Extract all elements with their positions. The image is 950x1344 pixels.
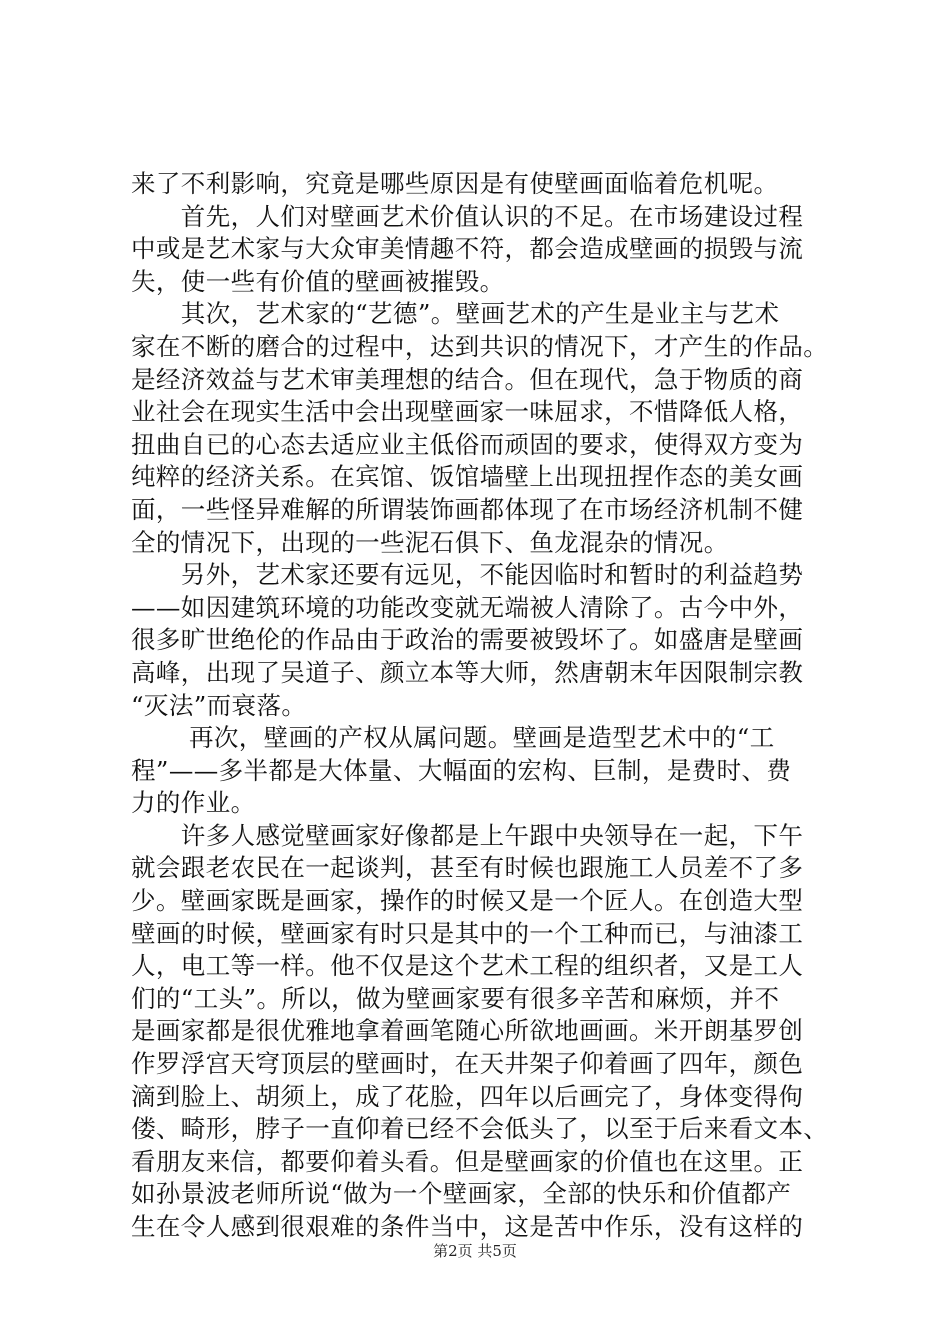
- text-line: 失，使一些有价值的壁画被摧毁。: [131, 266, 505, 296]
- text-line: 人，电工等一样。他不仅是这个艺术工程的组织者，又是工人: [131, 951, 804, 981]
- text-line: 高峰，出现了吴道子、颜立本等大师，然唐朝末年因限制宗教: [131, 657, 804, 687]
- page-number-footer: 第2页 共5页: [433, 1242, 517, 1260]
- text-line: 首先，人们对壁画艺术价值认识的不足。在市场建设过程: [131, 201, 804, 231]
- text-line: 们的“工头”。所以，做为壁画家要有很多辛苦和麻烦，并不: [131, 983, 780, 1013]
- text-line: 作罗浮宫天穹顶层的壁画时，在天井架子仰着画了四年，颜色: [131, 1049, 804, 1079]
- text-line: 纯粹的经济关系。在宾馆、饭馆墙壁上出现扭捏作态的美女画: [131, 462, 804, 492]
- text-line: 壁画的时候，壁画家有时只是其中的一个工种而已，与油漆工: [131, 918, 804, 948]
- text-line: 来了不利影响，究竟是哪些原因是有使壁画面临着危机呢。: [131, 169, 779, 198]
- body-text: [131, 168, 831, 1244]
- text-line: ——如因建筑环境的功能改变就无端被人清除了。古今中外，: [131, 592, 804, 622]
- text-line: 程”——多半都是大体量、大幅面的宏构、巨制，是费时、费: [131, 755, 792, 785]
- text-line: 是画家都是很优雅地拿着画笔随心所欲地画画。米开朗基罗创: [131, 1016, 804, 1046]
- text-line: 就会跟老农民在一起谈判，甚至有时候也跟施工人员差不了多: [131, 853, 804, 883]
- text-line: 业社会在现实生活中会出现壁画家一味屈求，不惜降低人格，: [131, 397, 804, 427]
- text-line: 家在不断的磨合的过程中，达到共识的情况下，才产生的作品。: [131, 331, 829, 361]
- text-line: 扭曲自已的心态去适应业主低俗而顽固的要求，使得双方变为: [131, 429, 804, 459]
- text-line: 看朋友来信，都要仰着头看。但是壁画家的价值也在这里。正: [131, 1146, 804, 1176]
- text-line: 许多人感觉壁画家好像都是上午跟中央领导在一起，下午: [131, 820, 804, 850]
- text-line: 少。壁画家既是画家，操作的时候又是一个匠人。在创造大型: [131, 886, 804, 916]
- text-line: 另外，艺术家还要有远见，不能因临时和暂时的利益趋势: [131, 560, 804, 590]
- text-line: 生在令人感到很艰难的条件当中，这是苦中作乐，没有这样的: [131, 1212, 804, 1241]
- text-line: 如孙景波老师所说“做为一个壁画家，全部的快乐和价值都产: [131, 1179, 792, 1209]
- text-line: 其次，艺术家的“艺德”。壁画艺术的产生是业主与艺术: [131, 299, 780, 329]
- text-line: 滴到脸上、胡须上，成了花脸，四年以后画完了，身体变得佝: [131, 1081, 804, 1111]
- text-line: 偻、畸形，脖子一直仰着已经不会低头了，以至于后来看文本、: [131, 1114, 829, 1144]
- text-line: 是经济效益与艺术审美理想的结合。但在现代，急于物质的商: [131, 364, 804, 394]
- text-line: “灭法”而衰落。: [131, 690, 307, 720]
- text-line: 中或是艺术家与大众审美情趣不符，都会造成壁画的损毁与流: [131, 234, 804, 264]
- text-line: 很多旷世绝伦的作品由于政治的需要被毁坏了。如盛唐是壁画: [131, 625, 804, 655]
- text-line: 再次，壁画的产权从属问题。壁画是造型艺术中的“工: [131, 723, 775, 753]
- text-line: 面，一些怪异难解的所谓装饰画都体现了在市场经济机制不健: [131, 494, 804, 524]
- text-line: 力的作业。: [131, 788, 256, 818]
- text-line: 全的情况下，出现的一些泥石俱下、鱼龙混杂的情况。: [131, 527, 729, 557]
